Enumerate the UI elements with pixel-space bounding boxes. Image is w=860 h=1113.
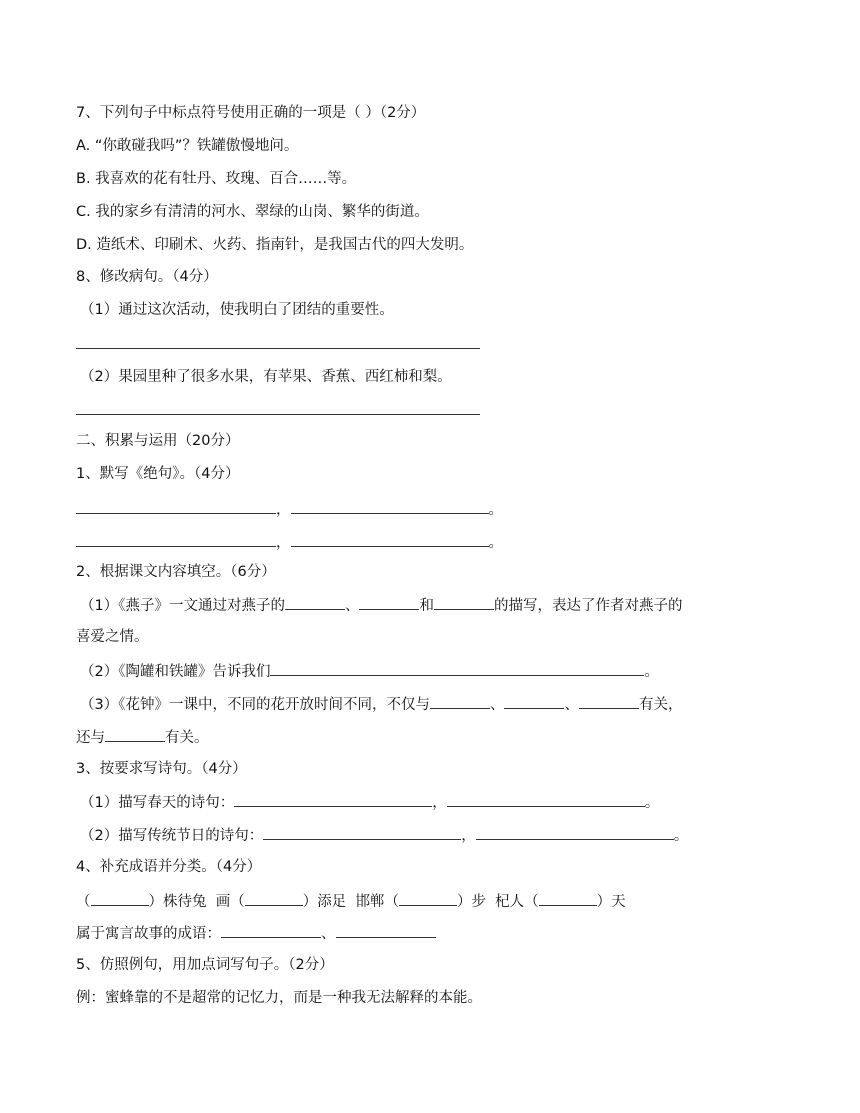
- q7-option-d: D. 造纸术、印刷术、火药、指南针，是我国古代的四大发明。: [76, 237, 474, 253]
- s2-q5-stem: 5、仿照例句，用加点词写句子。（2分）: [76, 957, 334, 973]
- s2-q2-item-3-cont: [76, 727, 800, 748]
- idiom-4: 天: [611, 894, 626, 910]
- text: 。: [644, 664, 659, 680]
- text: ）: [148, 894, 163, 910]
- fill-blank[interactable]: [447, 792, 645, 807]
- text: （: [524, 894, 539, 910]
- text: 邯郸: [355, 894, 385, 910]
- fill-blank[interactable]: [221, 923, 321, 938]
- idiom-3: 步: [471, 894, 486, 910]
- text: ）: [596, 894, 612, 910]
- s2-q4-stem: 4、补充成语并分类。（4分）: [76, 859, 262, 875]
- fill-blank[interactable]: [430, 694, 490, 709]
- text: 、: [344, 598, 360, 614]
- fill-blank[interactable]: [336, 923, 436, 938]
- text: 。: [644, 795, 660, 811]
- s2-q5-example: 例：蜜蜂靠的不是超常的记忆力，而是一种我无法解释的本能。: [76, 990, 482, 1006]
- s2-q2-item-2: [80, 661, 800, 682]
- text: （: [76, 894, 91, 910]
- s2-q1-row-1: [76, 499, 800, 520]
- text: ）: [302, 894, 318, 910]
- text: 杞人: [495, 894, 525, 910]
- sentence-end: 。: [488, 502, 503, 518]
- text: ，: [461, 828, 476, 844]
- s2-q1-stem: 1、默写《绝句》。（4分）: [76, 466, 240, 482]
- s2-q2-item-3: [80, 694, 800, 715]
- fill-blank[interactable]: [105, 727, 165, 742]
- text: 、: [321, 926, 336, 942]
- q8-answer-line-1[interactable]: [76, 348, 480, 349]
- s2-q2-stem: 2、根据课文内容填空。（6分）: [76, 564, 276, 580]
- q8-answer-line-2[interactable]: [76, 414, 480, 415]
- text: （1）描写春天的诗句：: [80, 795, 235, 811]
- fill-blank[interactable]: [76, 499, 276, 514]
- text: （: [384, 894, 399, 910]
- q7-option-b: B. 我喜欢的花有牡丹、玫瑰、百合……等。: [76, 171, 357, 187]
- text: ，: [432, 795, 447, 811]
- fill-blank[interactable]: [291, 499, 489, 514]
- text: 和: [419, 598, 434, 614]
- fill-blank[interactable]: [245, 891, 303, 906]
- q7-stem: 7、下列句子中标点符号使用正确的一项是（ ）（2分）: [76, 105, 426, 121]
- s2-q1-row-2: [76, 532, 800, 553]
- text: （1）《燕子》一文通过对燕子的: [80, 598, 285, 614]
- q8-item-2: （2）果园里种了很多水果，有苹果、香蕉、西红柿和梨。: [80, 369, 452, 385]
- fill-blank[interactable]: [270, 661, 644, 676]
- text: （2）描写传统节日的诗句：: [80, 828, 264, 844]
- s2-q3-stem: 3、按要求写诗句。（4分）: [76, 761, 247, 777]
- section-2-title: 二、积累与运用（20分）: [76, 433, 240, 449]
- fill-blank[interactable]: [285, 595, 345, 610]
- fill-blank[interactable]: [434, 595, 494, 610]
- fill-blank[interactable]: [504, 694, 564, 709]
- fill-blank[interactable]: [234, 792, 432, 807]
- text: 、: [564, 697, 579, 713]
- text: ）: [456, 894, 472, 910]
- fill-blank[interactable]: [359, 595, 419, 610]
- q7-option-c: C. 我的家乡有清清的河水、翠绿的山岗、繁华的街道。: [76, 204, 429, 220]
- sentence-end: 。: [488, 535, 503, 551]
- q8-item-1: （1）通过这次活动，使我明白了团结的重要性。: [80, 302, 394, 318]
- idiom-1: 株待兔: [163, 894, 207, 910]
- text: 属于寓言故事的成语：: [76, 926, 221, 942]
- text: 画: [215, 894, 231, 910]
- fill-blank[interactable]: [399, 891, 457, 906]
- fill-blank[interactable]: [291, 532, 489, 547]
- fill-blank[interactable]: [263, 825, 461, 840]
- text: 有关。: [165, 730, 209, 746]
- fill-blank[interactable]: [76, 532, 276, 547]
- text: （: [230, 894, 245, 910]
- separator: ，: [276, 502, 291, 518]
- fill-blank[interactable]: [579, 694, 639, 709]
- text: （3）《花钟》一课中，不同的花开放时间不同，不仅与: [80, 697, 430, 713]
- fill-blank[interactable]: [539, 891, 597, 906]
- q7-option-a: A. “你敢碰我吗”？铁罐傲慢地问。: [76, 138, 299, 154]
- s2-q4-classify: [76, 923, 800, 944]
- text: 的描写，表达了作者对燕子的: [493, 598, 683, 614]
- text: 还与: [76, 730, 105, 746]
- s2-q2-item-1: [80, 595, 800, 616]
- q8-stem: 8、修改病句。（4分）: [76, 269, 218, 285]
- text: 有关，: [638, 697, 683, 713]
- separator: ，: [276, 535, 291, 551]
- s2-q2-item-1-cont: 喜爱之情。: [76, 629, 149, 645]
- text: （2）《陶罐和铁罐》告诉我们: [80, 664, 271, 680]
- s2-q3-item-1: [80, 792, 800, 813]
- fill-blank[interactable]: [476, 825, 674, 840]
- s2-q3-item-2: [80, 825, 800, 846]
- idiom-2: 添足: [317, 894, 347, 910]
- text: 、: [489, 697, 505, 713]
- text: 。: [673, 828, 689, 844]
- s2-q4-idioms: [76, 891, 800, 912]
- fill-blank[interactable]: [91, 891, 149, 906]
